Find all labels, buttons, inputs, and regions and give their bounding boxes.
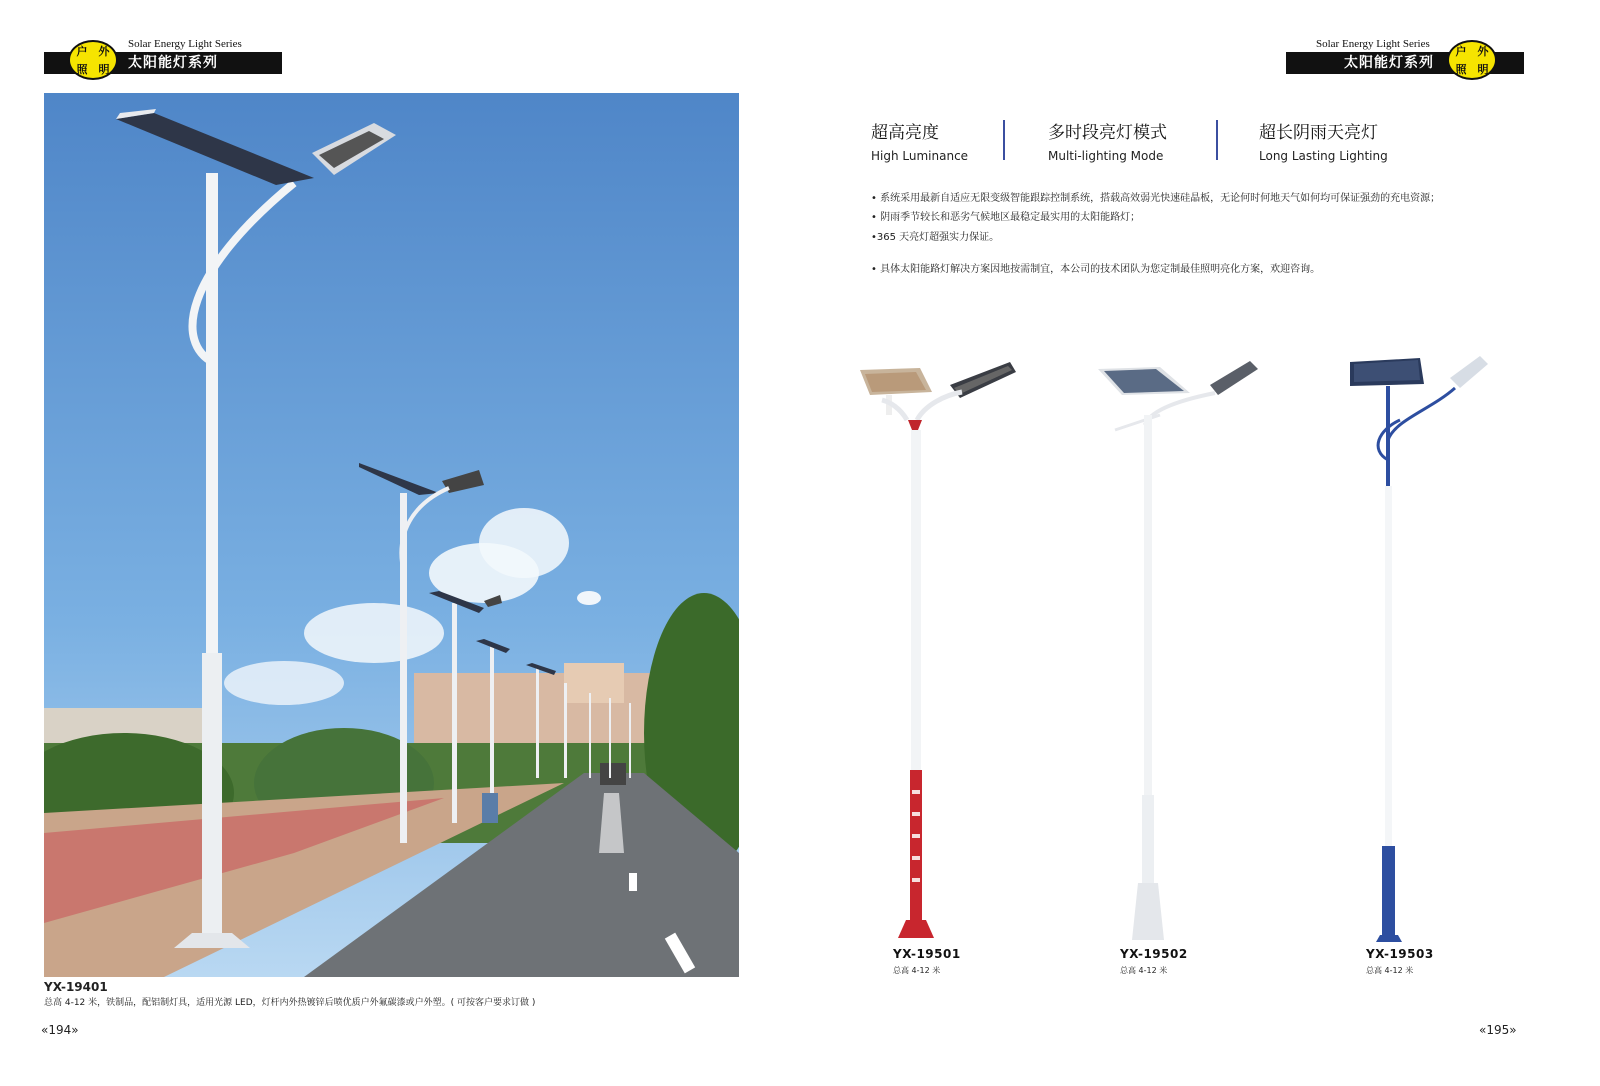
photo-model-number: YX-19401 [44, 980, 108, 994]
brand-logo-right [1447, 40, 1497, 80]
logo-char: 户 [1455, 44, 1467, 58]
product-model-number: YX-19501 [893, 947, 961, 961]
brand-logo-left [68, 40, 118, 80]
logo-char: 外 [1477, 44, 1489, 58]
page-number-left: «194» [41, 1023, 79, 1037]
feature-title-zh: 超长阴雨天亮灯 [1259, 123, 1378, 143]
logo-char: 明 [1477, 62, 1489, 76]
series-title-en-right: Solar Energy Light Series [1316, 38, 1430, 50]
bullet-text: •365 天亮灯超强实力保证。 [871, 232, 1000, 243]
logo-char: 照 [76, 62, 88, 76]
feature-title-zh: 多时段亮灯模式 [1048, 123, 1167, 143]
logo-char: 外 [98, 44, 110, 58]
street-light-photo [44, 93, 739, 977]
street-scene-illustration [44, 93, 739, 977]
feature-title-zh: 超高亮度 [871, 123, 939, 143]
product-height-spec: 总高 4-12 米 [1366, 966, 1414, 975]
product-height-spec: 总高 4-12 米 [893, 966, 941, 975]
street-light-yx19501-image [850, 350, 1030, 950]
product-model-number: YX-19503 [1366, 947, 1434, 961]
feature-title-en: Long Lasting Lighting [1259, 149, 1388, 163]
bullet-text: • 具体太阳能路灯解决方案因地按需制宜，本公司的技术团队为您定制最佳照明亮化方案，欢迎咨询。 [871, 264, 1321, 275]
bullet-text: • 阴雨季节较长和恶劣气候地区最稳定最实用的太阳能路灯； [871, 212, 1141, 223]
logo-char: 明 [98, 62, 110, 76]
street-light-yx19502-image [1090, 355, 1270, 945]
feature-high-luminance [871, 118, 968, 163]
feature-divider [1003, 120, 1005, 160]
product-height-spec: 总高 4-12 米 [1120, 966, 1168, 975]
series-title-zh-left: 太阳能灯系列 [128, 55, 218, 71]
feature-multi-lighting [1048, 118, 1167, 163]
series-title-en-left: Solar Energy Light Series [128, 38, 242, 50]
product-model-number: YX-19502 [1120, 947, 1188, 961]
logo-char: 户 [76, 44, 88, 58]
feature-long-lasting [1259, 118, 1388, 163]
feature-title-en: High Luminance [871, 149, 969, 163]
photo-description: 总高 4-12 米，铁制品，配铝制灯具，适用光源 LED，灯杆内外热镀锌后喷优质户外氟碳漆或户外塑。( 可按客户要求订做 ) [44, 998, 536, 1008]
logo-char: 照 [1455, 62, 1467, 76]
page-number-right: «195» [1479, 1023, 1517, 1037]
series-title-zh-right: 太阳能灯系列 [1344, 55, 1434, 71]
street-light-yx19503-image [1340, 350, 1510, 945]
bullet-text: • 系统采用最新自适应无限变级智能跟踪控制系统，搭载高效弱光快速硅晶板，无论何时何地天气如何均可保证强劲的充电资源； [871, 193, 1441, 204]
feature-divider [1216, 120, 1218, 160]
feature-title-en: Multi-lighting Mode [1048, 149, 1164, 163]
